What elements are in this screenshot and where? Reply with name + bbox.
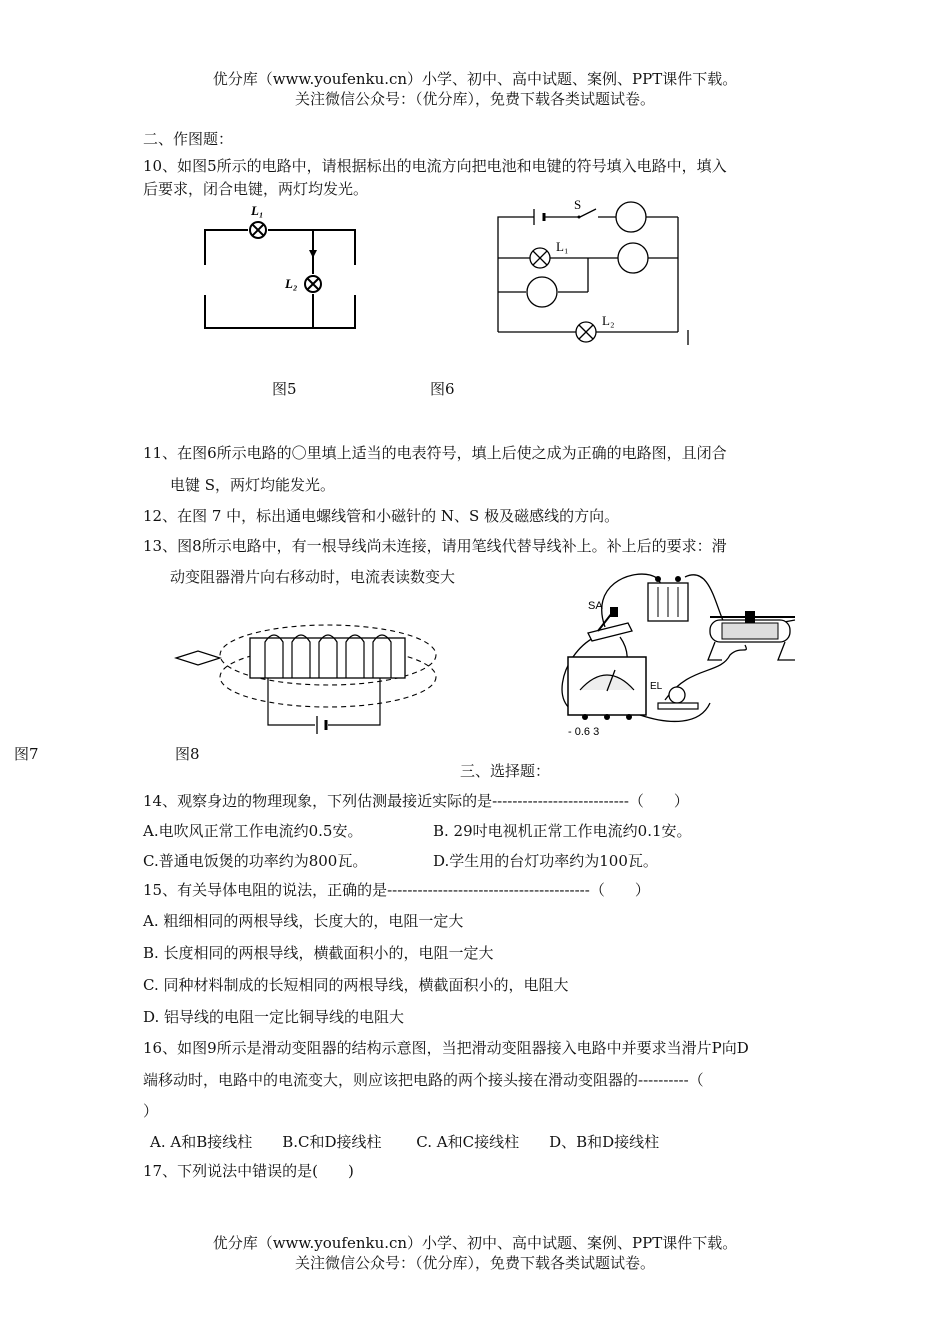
fig8-label-el: EL <box>650 681 663 692</box>
header-line-1: 优分库（www.youfenku.cn）小学、初中、高中试题、案例、PPT课件下载。 <box>212 70 738 88</box>
figure-6-circuit <box>488 195 698 350</box>
lamp-l2-icon <box>576 322 596 342</box>
question-10-line-1: 10、如图5所示的电路中，请根据标出的电流方向把电池和电键的符号填入电路中，填入 <box>143 157 727 175</box>
question-14-option-a: A.电吹风正常工作电流约0.5安。 <box>143 822 363 840</box>
battery-icon <box>317 716 326 734</box>
question-14-option-b: B. 29吋电视机正常工作电流约0.1安。 <box>433 822 692 840</box>
section-3-title: 三、选择题： <box>460 762 551 780</box>
question-16-line-1: 16、如图9所示是滑动变阻器的结构示意图，当把滑动变阻器接入电路中并要求当滑片P向D <box>143 1039 749 1057</box>
footer-line-2: 关注微信公众号：（优分库），免费下载各类试题试卷。 <box>294 1254 655 1272</box>
question-12: 12、在图 7 中，标出通电螺线管和小磁针的 N、S 极及磁感线的方向。 <box>143 507 620 525</box>
question-14-option-c: C.普通电饭煲的功率约为800瓦。 <box>143 852 368 870</box>
question-13-line-2: 动变阻器滑片向右移动时，电流表读数变大 <box>170 568 456 586</box>
battery-icon <box>534 209 544 225</box>
question-14: 14、观察身边的物理现象，下列估测最接近实际的是---------------------------（ ） <box>143 792 689 810</box>
figure-7-caption: 图7 <box>14 745 39 763</box>
question-10-line-2: 后要求，闭合电键，两灯均发光。 <box>143 180 369 198</box>
figure-7-solenoid <box>170 610 440 740</box>
question-11-line-1: 11、在图6所示电路的〇里填上适当的电表符号，填上后使之成为正确的电路图，且闭合 <box>143 444 727 462</box>
current-arrow-icon <box>309 250 317 258</box>
lamp-l1-icon <box>250 222 266 238</box>
fig8-meter-terminals: - 0.6 3 <box>568 726 600 738</box>
figure-5-caption: 图5 <box>272 380 297 398</box>
figure-8-apparatus <box>550 565 820 745</box>
question-13-line-1: 13、图8所示电路中，有一根导线尚未连接，请用笔线代替导线补上。补上后的要求：滑 <box>143 537 727 555</box>
meter-circle-top <box>616 202 646 232</box>
fig6-label-l1: L₁ <box>556 239 569 254</box>
lamp-l2-icon <box>305 276 321 292</box>
knife-switch-icon <box>588 607 632 641</box>
question-15-option-a: A. 粗细相同的两根导线，长度大的，电阻一定大 <box>143 912 464 930</box>
meter-circle-left <box>527 277 557 307</box>
battery-box-icon <box>648 576 688 621</box>
question-11-line-2: 电键 S，两灯均能发光。 <box>170 476 336 494</box>
fig8-label-sa: SA <box>588 600 603 612</box>
question-15-option-c: C. 同种材料制成的长短相同的两根导线，横截面积小的，电阻大 <box>143 976 569 994</box>
figure-5-circuit <box>195 200 365 340</box>
question-16-line-2: 端移动时，电路中的电流变大，则应该把电路的两个接头接在滑动变阻器的----------（ <box>143 1071 704 1089</box>
lamp-l1-icon <box>530 248 550 268</box>
ammeter-icon <box>568 657 646 720</box>
fig6-label-s: S <box>574 197 582 212</box>
solenoid-core <box>250 638 405 678</box>
question-14-option-d: D.学生用的台灯功率约为100瓦。 <box>433 852 658 870</box>
question-16-options: A. A和B接线柱 B.C和D接线柱 C. A和C接线柱 D、B和D接线柱 <box>150 1133 660 1151</box>
fig6-label-l2: L₂ <box>602 313 615 328</box>
figure-6-caption: 图6 <box>430 380 455 398</box>
header-line-2: 关注微信公众号：（优分库），免费下载各类试题试卷。 <box>294 90 655 108</box>
footer-line-1: 优分库（www.youfenku.cn）小学、初中、高中试题、案例、PPT课件下载。 <box>212 1234 738 1252</box>
question-15-option-b: B. 长度相同的两根导线，横截面积小的，电阻一定大 <box>143 944 494 962</box>
rheostat-icon <box>708 611 795 660</box>
figure-8-caption: 图8 <box>175 745 200 763</box>
switch-s-icon <box>578 216 581 219</box>
question-17: 17、下列说法中错误的是( ) <box>143 1162 354 1180</box>
lamp-el-icon <box>658 687 698 709</box>
fig5-label-l1: L₁ <box>251 203 264 218</box>
magnetic-needle-icon <box>176 651 220 665</box>
meter-circle-middle <box>618 243 648 273</box>
question-15-option-d: D. 铝导线的电阻一定比铜导线的电阻大 <box>143 1008 405 1026</box>
question-16-line-3: ） <box>143 1102 159 1120</box>
question-15: 15、有关导体电阻的说法，正确的是----------------------------------------（ ） <box>143 881 650 899</box>
section-2-title: 二、作图题： <box>143 130 234 148</box>
fig5-label-l2: L₂ <box>285 276 298 291</box>
